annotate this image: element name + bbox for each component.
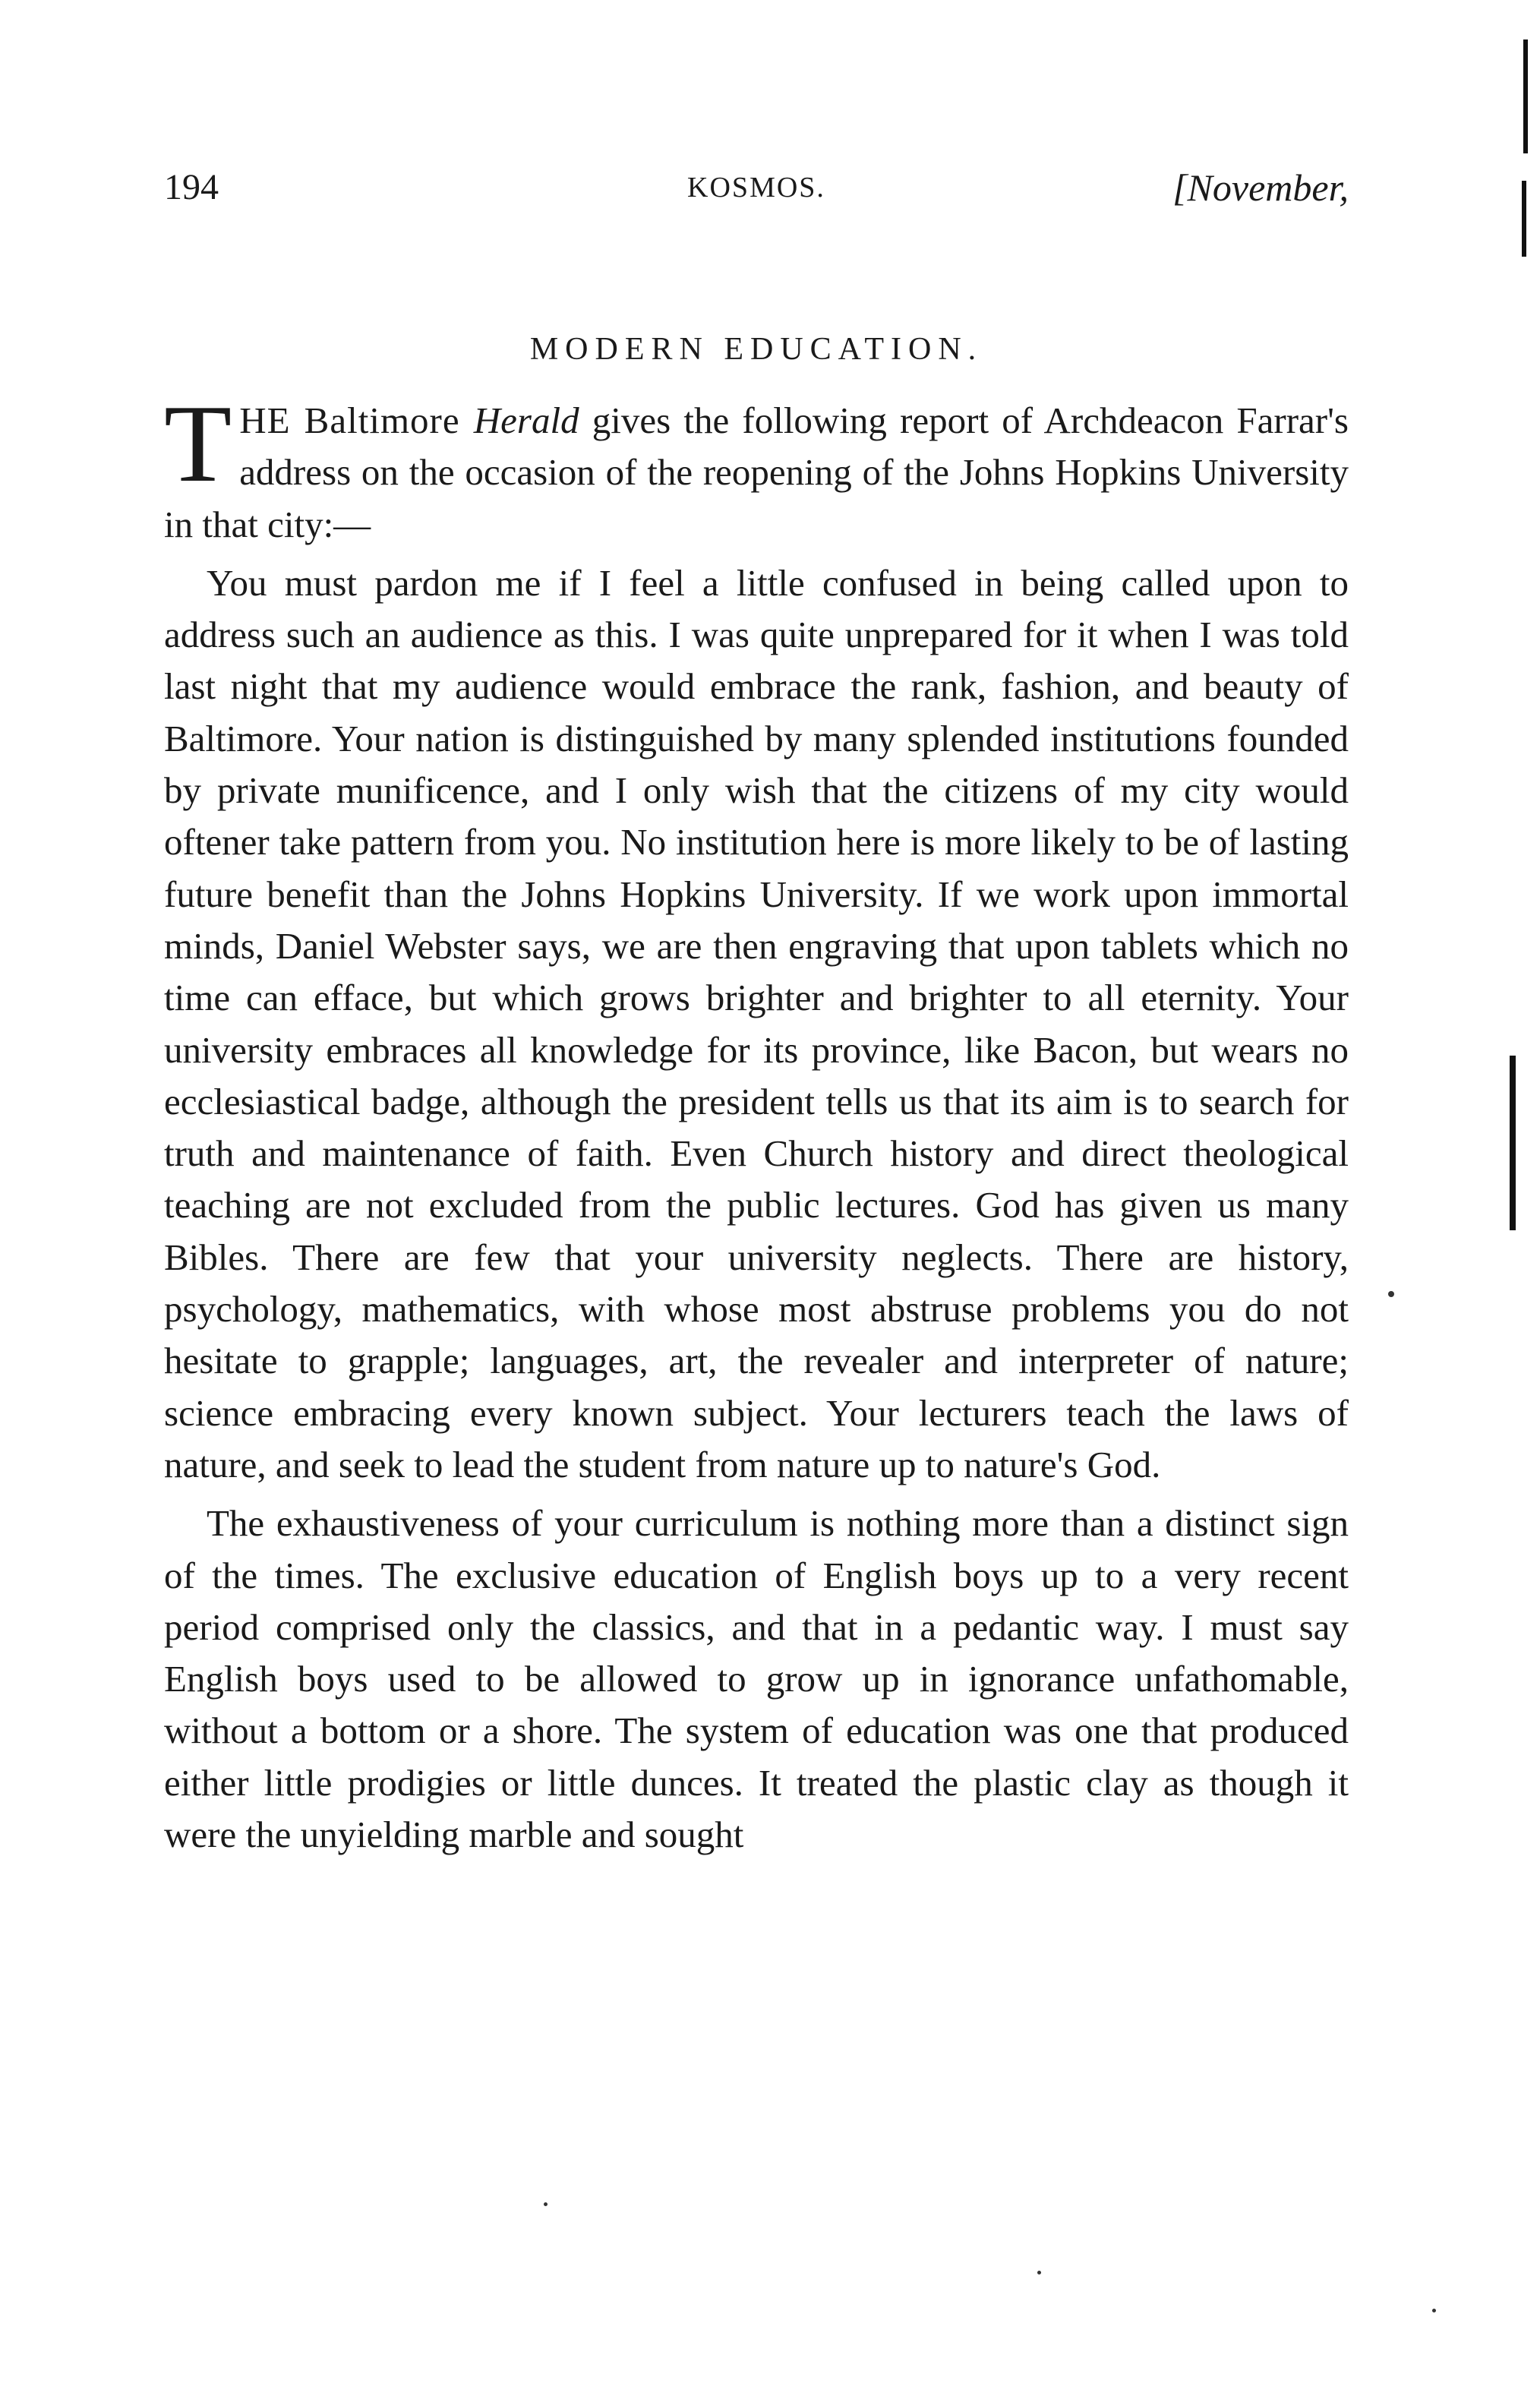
article-body <box>164 382 1349 1861</box>
scan-speck <box>1432 2309 1436 2312</box>
paragraph-intro <box>164 382 1349 551</box>
scan-speck <box>1037 2271 1041 2274</box>
scan-margin-mark <box>1510 1056 1516 1230</box>
page-number: 194 <box>164 167 219 207</box>
intro-text-end: gives the following report of Archdeacon Farrar's address on the occasion of the reopening of the Johns Hopkins University in that city:— <box>164 399 1349 545</box>
scan-speck <box>1388 1291 1394 1297</box>
issue-date: [November, <box>1172 166 1349 209</box>
scan-margin-mark <box>1523 39 1528 153</box>
scan-speck <box>544 2202 548 2206</box>
paragraph-address: You must pardon me if I feel a little confused in being called upon to address such an audience as this. I was quite unprepared for it when I was told last night that my audience would embrace the rank, fashion, and beauty of Baltimore. Your nation is distinguished by many splended institutions founded by private munificence, and I only wish that the citizens of my city would oftener take pattern from you. No institution here is more likely to be of lasting future benefit than the Johns Hopkins University. If we work upon immortal minds, Daniel Webster says, we are then engraving that upon tablets which no time can efface, but which grows brighter and brighter to all eternity. Your university embraces all knowledge for its province, like Bacon, but wears no ecclesiastical badge, although the president tells us that its aim is to search for truth and maintenance of faith. Even Church history and direct theological teaching are not excluded from the public lectures. God has given us many Bibles. There are few that your university neglects. There are history, psychology, mathematics, with whose most abstruse problems you do not hesitate to grapple; languages, art, the revealer and interpreter of nature; science embracing every known subject. Your lecturers teach the laws of nature, and seek to lead the student from nature up to nature's God. <box>164 561 1349 1485</box>
newspaper-name: Herald <box>473 399 579 441</box>
journal-title: KOSMOS. <box>687 172 825 204</box>
scan-margin-mark <box>1522 181 1526 257</box>
article-title: MODERN EDUCATION. <box>529 332 983 367</box>
intro-text-start: HE Baltimore <box>239 399 474 441</box>
running-head <box>164 161 1349 214</box>
paragraph-curriculum: The exhaustiveness of your curriculum is nothing more than a distinct sign of the times. The exclusive education of English boys up to a very recent period comprised only the classics, and that in a pedantic way. I must say English boys used to be allowed to grow up in ignorance unfathomable, without a bottom or a shore. The system of education was one that produced either little prodigies or little dunces. It treated the plastic clay as though it were the unyielding marble and sought <box>164 1502 1349 1856</box>
drop-cap: T <box>164 382 232 505</box>
